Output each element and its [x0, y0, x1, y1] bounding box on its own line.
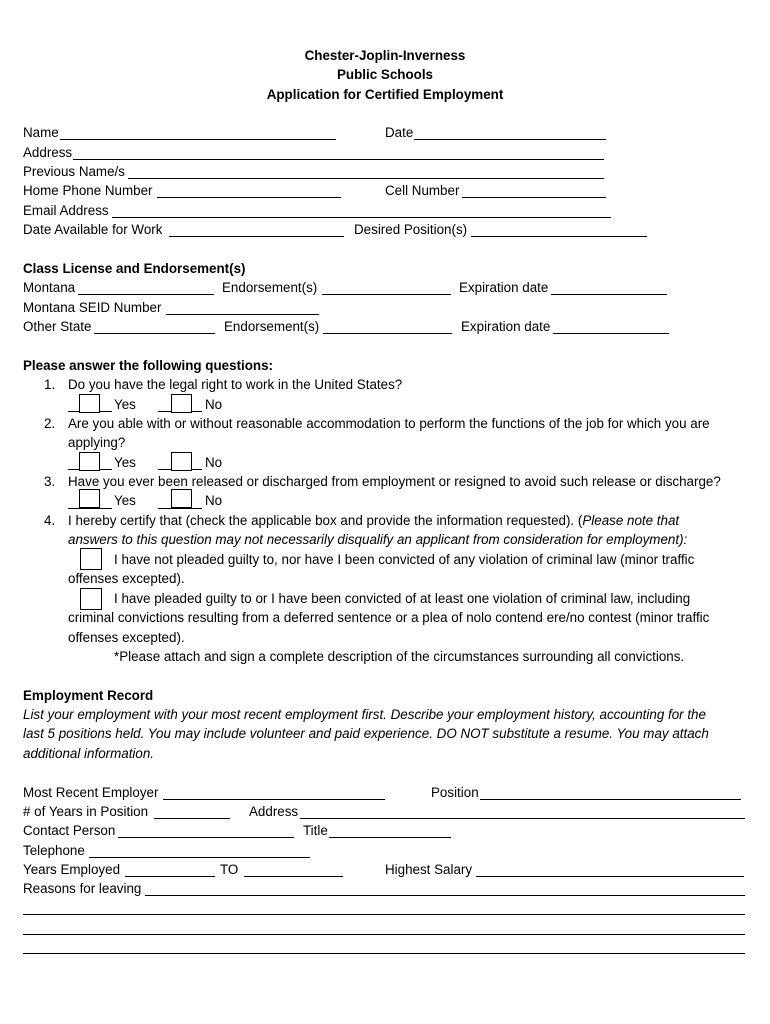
previous-names-field[interactable] [128, 178, 604, 179]
q2-yes-label: Yes [114, 455, 136, 470]
date-field[interactable] [414, 139, 606, 140]
to-label: TO [220, 862, 239, 877]
years-in-position-field[interactable] [154, 818, 230, 819]
cell-number-field[interactable] [462, 197, 606, 198]
telephone-label: Telephone [23, 843, 85, 858]
q4-number: 4. [44, 513, 56, 528]
q3-yes-line [68, 508, 112, 509]
position-label: Position [431, 785, 479, 800]
q1-no-label: No [205, 397, 223, 412]
q4-option1-line2: offenses excepted). [68, 571, 185, 586]
contact-person-label: Contact Person [23, 823, 116, 838]
reasons-for-leaving-label: Reasons for leaving [23, 881, 142, 896]
endorsements-field-1[interactable] [322, 294, 451, 295]
school-name: Chester-Joplin-Inverness [304, 48, 466, 63]
q3-number: 3. [44, 474, 56, 489]
seid-field[interactable] [166, 314, 319, 315]
attach-note: *Please attach and sign a complete description of the circumstances surrounding all convictions. [114, 649, 685, 664]
q2-yes-checkbox[interactable] [79, 452, 100, 471]
q4-option2-line3: offenses excepted). [68, 630, 185, 645]
q4-option2-checkbox[interactable] [80, 588, 102, 610]
employment-instructions-line1: List your employment with your most recent employment first. Describe your employment history, accounting for the [23, 707, 706, 722]
q2-text-line1: Are you able with or without reasonable accommodation to perform the functions of the job for which you are [68, 416, 710, 431]
desired-positions-field[interactable] [471, 236, 647, 237]
q4-option1-line1: I have not pleaded guilty to, nor have I been convicted of any violation of criminal law (minor traffic [114, 552, 695, 567]
employment-instructions-line3: additional information. [23, 746, 155, 761]
q2-number: 2. [44, 416, 56, 431]
home-phone-field[interactable] [157, 197, 341, 198]
q1-text: Do you have the legal right to work in the United States? [68, 377, 403, 392]
q4-option1-checkbox[interactable] [80, 548, 102, 570]
license-heading: Class License and Endorsement(s) [23, 261, 246, 276]
q1-yes-checkbox[interactable] [79, 394, 100, 413]
endorsements-field-2[interactable] [323, 333, 452, 334]
questions-heading: Please answer the following questions: [23, 358, 274, 373]
name-label: Name [23, 125, 59, 140]
q4-option2-line1: I have pleaded guilty to or I have been convicted of at least one violation of criminal law, including [114, 591, 691, 606]
highest-salary-label: Highest Salary [385, 862, 473, 877]
desired-positions-label: Desired Position(s) [354, 222, 468, 237]
q1-number: 1. [44, 377, 56, 392]
q1-no-checkbox[interactable] [171, 394, 192, 413]
most-recent-employer-label: Most Recent Employer [23, 785, 159, 800]
years-employed-from-field[interactable] [125, 876, 215, 877]
contact-person-field[interactable] [118, 837, 294, 838]
q2-text-line2: applying? [68, 435, 126, 450]
montana-field[interactable] [78, 294, 214, 295]
reasons-for-leaving-field[interactable] [145, 895, 745, 896]
q3-yes-label: Yes [114, 493, 136, 508]
name-field[interactable] [60, 139, 336, 140]
reasons-line-4[interactable] [23, 953, 745, 954]
endorsements-label-2: Endorsement(s) [224, 319, 320, 334]
expiration-field-1[interactable] [551, 294, 667, 295]
q4-text-line1: I hereby certify that (check the applicable box and provide the information requested). (Please note that [68, 513, 680, 528]
email-field[interactable] [112, 217, 611, 218]
endorsements-label-1: Endorsement(s) [222, 280, 318, 295]
years-employed-to-field[interactable] [244, 876, 343, 877]
email-label: Email Address [23, 203, 109, 218]
q3-no-label: No [205, 493, 223, 508]
expiration-label-1: Expiration date [459, 280, 549, 295]
previous-names-label: Previous Name/s [23, 164, 125, 179]
seid-label: Montana SEID Number [23, 300, 162, 315]
expiration-field-2[interactable] [553, 333, 669, 334]
reasons-line-2[interactable] [23, 914, 745, 915]
cell-number-label: Cell Number [385, 183, 460, 198]
telephone-field[interactable] [89, 857, 310, 858]
date-available-field[interactable] [169, 236, 344, 237]
q3-no-line [158, 508, 202, 509]
expiration-label-2: Expiration date [461, 319, 551, 334]
most-recent-employer-field[interactable] [163, 799, 385, 800]
employment-heading: Employment Record [23, 688, 154, 703]
school-subtitle: Public Schools [337, 67, 433, 82]
other-state-label: Other State [23, 319, 92, 334]
highest-salary-field[interactable] [476, 876, 744, 877]
q4-text-line2: answers to this question may not necessarily disqualify an applicant from consideration for employment): [68, 532, 688, 547]
employment-instructions-line2: last 5 positions held. You may include volunteer and paid experience. DO NOT substitute a resume. You may attach [23, 726, 709, 741]
employer-address-label: Address [249, 804, 299, 819]
employer-address-field[interactable] [300, 818, 745, 819]
q2-no-label: No [205, 455, 223, 470]
date-available-label: Date Available for Work [23, 222, 163, 237]
title-label: Title [303, 823, 328, 838]
years-employed-label: Years Employed [23, 862, 121, 877]
other-state-field[interactable] [94, 333, 215, 334]
title-field[interactable] [329, 837, 451, 838]
q3-text: Have you ever been released or discharged from employment or resigned to avoid such release or discharge? [68, 474, 721, 489]
reasons-line-3[interactable] [23, 934, 745, 935]
q3-no-checkbox[interactable] [171, 489, 192, 508]
address-field[interactable] [73, 159, 604, 160]
address-label: Address [23, 145, 73, 160]
q4-option2-line2: criminal convictions resulting from a deferred sentence or a plea of nolo contend ere/no contest (minor traffic [68, 610, 710, 625]
form-title: Application for Certified Employment [266, 87, 504, 102]
q3-yes-checkbox[interactable] [79, 489, 100, 508]
years-in-position-label: # of Years in Position [23, 804, 149, 819]
date-label: Date [385, 125, 414, 140]
montana-label: Montana [23, 280, 76, 295]
q1-yes-label: Yes [114, 397, 136, 412]
q2-no-checkbox[interactable] [171, 452, 192, 471]
home-phone-label: Home Phone Number [23, 183, 153, 198]
position-field[interactable] [480, 799, 741, 800]
